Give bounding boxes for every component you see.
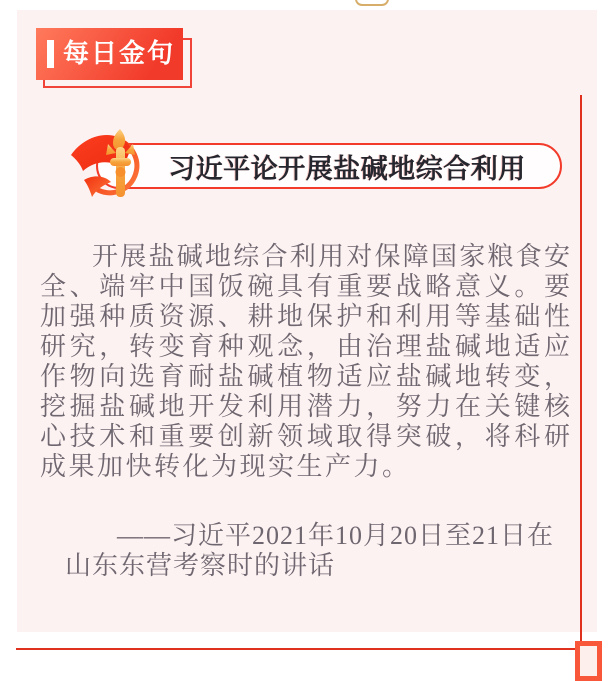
quote-paragraph [40,242,571,482]
quote-line: 作物向选育耐盐碱植物适应盐碱地转变， [40,362,571,391]
quote-line: 开展盐碱地综合利用对保障国家粮食安 [92,242,571,271]
quote-line: 全、端牢中国饭碗具有重要战略意义。要 [40,272,571,301]
banner-title: 习近平论开展盐碱地综合利用 [168,153,526,184]
daily-quote-badge [36,28,183,80]
frame-corner-ornament [575,641,602,681]
badge-label: 每日金句 [63,39,176,68]
quote-line: 成果加快转化为现实生产力。 [40,452,411,481]
quote-line: 心技术和重要创新领域取得突破，将科研 [40,422,571,451]
title-banner [96,143,562,189]
attribution-line: 山东东营考察时的讲话 [65,551,336,580]
quote-attribution [65,521,571,581]
quote-line: 加强种质资源、耕地保护和利用等基础性 [40,302,571,331]
frame-line-bottom [16,648,582,650]
frame-line-right [580,95,582,650]
gold-frame-ornament [355,0,389,6]
red-flag-gold-torch-icon [68,124,162,208]
badge-accent-bar [47,40,54,68]
attribution-line: ——习近平2021年10月20日至21日在 [117,521,555,550]
quote-line: 研究，转变育种观念，由治理盐碱地适应 [40,332,571,361]
quote-line: 挖掘盐碱地开发利用潜力，努力在关键核 [40,392,571,421]
